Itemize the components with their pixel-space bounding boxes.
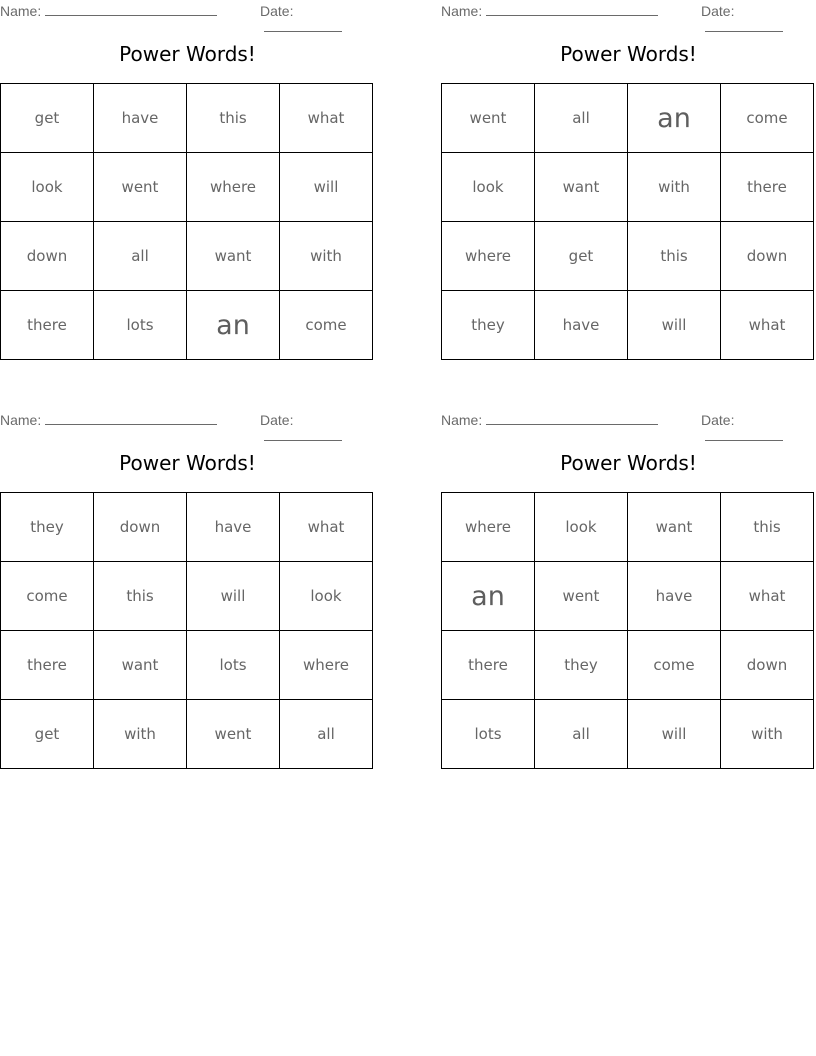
name-blank-line xyxy=(486,3,658,16)
name-blank-line xyxy=(45,412,217,425)
word-cell: come xyxy=(721,84,814,153)
card-header xyxy=(0,409,375,431)
word-cell: will xyxy=(280,153,373,222)
card-title: Power Words! xyxy=(560,42,697,66)
word-cell: all xyxy=(535,700,628,769)
date-blank-line xyxy=(264,19,342,32)
date-blank-line xyxy=(264,428,342,441)
word-cell: have xyxy=(628,562,721,631)
grid-row xyxy=(442,84,814,153)
word-cell: with xyxy=(721,700,814,769)
word-cell: with xyxy=(94,700,187,769)
name-label: Name: xyxy=(0,3,42,19)
word-cell: look xyxy=(1,153,94,222)
word-cell: where xyxy=(442,222,535,291)
grid-row xyxy=(1,222,373,291)
word-cell: look xyxy=(442,153,535,222)
word-cell: lots xyxy=(442,700,535,769)
date-field xyxy=(701,3,816,35)
name-field xyxy=(441,3,658,19)
name-field xyxy=(0,3,217,19)
word-grid xyxy=(0,83,373,360)
word-cell: want xyxy=(535,153,628,222)
card-header xyxy=(441,0,816,22)
word-cell: all xyxy=(94,222,187,291)
word-grid xyxy=(0,492,373,769)
word-cell: this xyxy=(721,493,814,562)
bingo-card xyxy=(0,0,375,341)
word-cell: all xyxy=(280,700,373,769)
grid-row xyxy=(1,291,373,360)
word-cell: want xyxy=(94,631,187,700)
word-cell: down xyxy=(1,222,94,291)
word-cell: went xyxy=(535,562,628,631)
grid-row xyxy=(1,700,373,769)
word-cell: come xyxy=(280,291,373,360)
grid-row xyxy=(442,291,814,360)
grid-row xyxy=(1,631,373,700)
name-field xyxy=(441,412,658,428)
word-cell: went xyxy=(94,153,187,222)
card-header xyxy=(0,0,375,22)
word-cell: what xyxy=(721,562,814,631)
grid-row xyxy=(442,562,814,631)
word-cell: this xyxy=(94,562,187,631)
word-cell: there xyxy=(1,291,94,360)
word-cell: there xyxy=(1,631,94,700)
card-title: Power Words! xyxy=(119,42,256,66)
word-cell: an xyxy=(442,562,535,631)
word-cell: all xyxy=(535,84,628,153)
date-field xyxy=(260,3,375,35)
date-blank-line xyxy=(705,19,783,32)
grid-row xyxy=(442,700,814,769)
name-blank-line xyxy=(486,412,658,425)
name-blank-line xyxy=(45,3,217,16)
card-title: Power Words! xyxy=(119,451,256,475)
word-cell: there xyxy=(721,153,814,222)
name-label: Name: xyxy=(441,3,483,19)
word-grid xyxy=(441,492,814,769)
date-field xyxy=(701,412,816,444)
word-cell: will xyxy=(628,700,721,769)
word-cell: an xyxy=(628,84,721,153)
bingo-card xyxy=(441,0,816,334)
card-title: Power Words! xyxy=(560,451,697,475)
word-cell: an xyxy=(187,291,280,360)
word-cell: down xyxy=(721,222,814,291)
word-cell: down xyxy=(721,631,814,700)
word-cell: get xyxy=(1,84,94,153)
word-cell: what xyxy=(721,291,814,360)
word-cell: with xyxy=(628,153,721,222)
word-cell: have xyxy=(187,493,280,562)
word-cell: down xyxy=(94,493,187,562)
word-cell: look xyxy=(535,493,628,562)
grid-row xyxy=(442,493,814,562)
word-cell: have xyxy=(94,84,187,153)
word-cell: where xyxy=(442,493,535,562)
bingo-card xyxy=(441,409,816,743)
word-cell: went xyxy=(187,700,280,769)
word-cell: where xyxy=(280,631,373,700)
grid-row xyxy=(442,153,814,222)
date-label: Date: xyxy=(260,412,294,428)
word-cell: they xyxy=(535,631,628,700)
name-field xyxy=(0,412,217,428)
word-cell: went xyxy=(442,84,535,153)
word-cell: there xyxy=(442,631,535,700)
grid-row xyxy=(442,222,814,291)
word-cell: lots xyxy=(94,291,187,360)
date-blank-line xyxy=(705,428,783,441)
word-cell: lots xyxy=(187,631,280,700)
grid-row xyxy=(1,84,373,153)
word-cell: will xyxy=(187,562,280,631)
date-label: Date: xyxy=(701,412,735,428)
word-cell: come xyxy=(628,631,721,700)
word-grid xyxy=(441,83,814,360)
word-cell: they xyxy=(1,493,94,562)
date-field xyxy=(260,412,375,444)
word-cell: where xyxy=(187,153,280,222)
word-cell: they xyxy=(442,291,535,360)
name-label: Name: xyxy=(441,412,483,428)
date-label: Date: xyxy=(701,3,735,19)
word-cell: come xyxy=(1,562,94,631)
word-cell: want xyxy=(628,493,721,562)
card-header xyxy=(441,409,816,431)
grid-row xyxy=(1,562,373,631)
word-cell: what xyxy=(280,493,373,562)
word-cell: have xyxy=(535,291,628,360)
word-cell: get xyxy=(1,700,94,769)
word-cell: with xyxy=(280,222,373,291)
word-cell: want xyxy=(187,222,280,291)
name-label: Name: xyxy=(0,412,42,428)
grid-row xyxy=(1,493,373,562)
grid-row xyxy=(442,631,814,700)
word-cell: this xyxy=(628,222,721,291)
word-cell: will xyxy=(628,291,721,360)
date-label: Date: xyxy=(260,3,294,19)
word-cell: what xyxy=(280,84,373,153)
word-cell: look xyxy=(280,562,373,631)
word-cell: this xyxy=(187,84,280,153)
word-cell: get xyxy=(535,222,628,291)
grid-row xyxy=(1,153,373,222)
bingo-card xyxy=(0,409,375,743)
